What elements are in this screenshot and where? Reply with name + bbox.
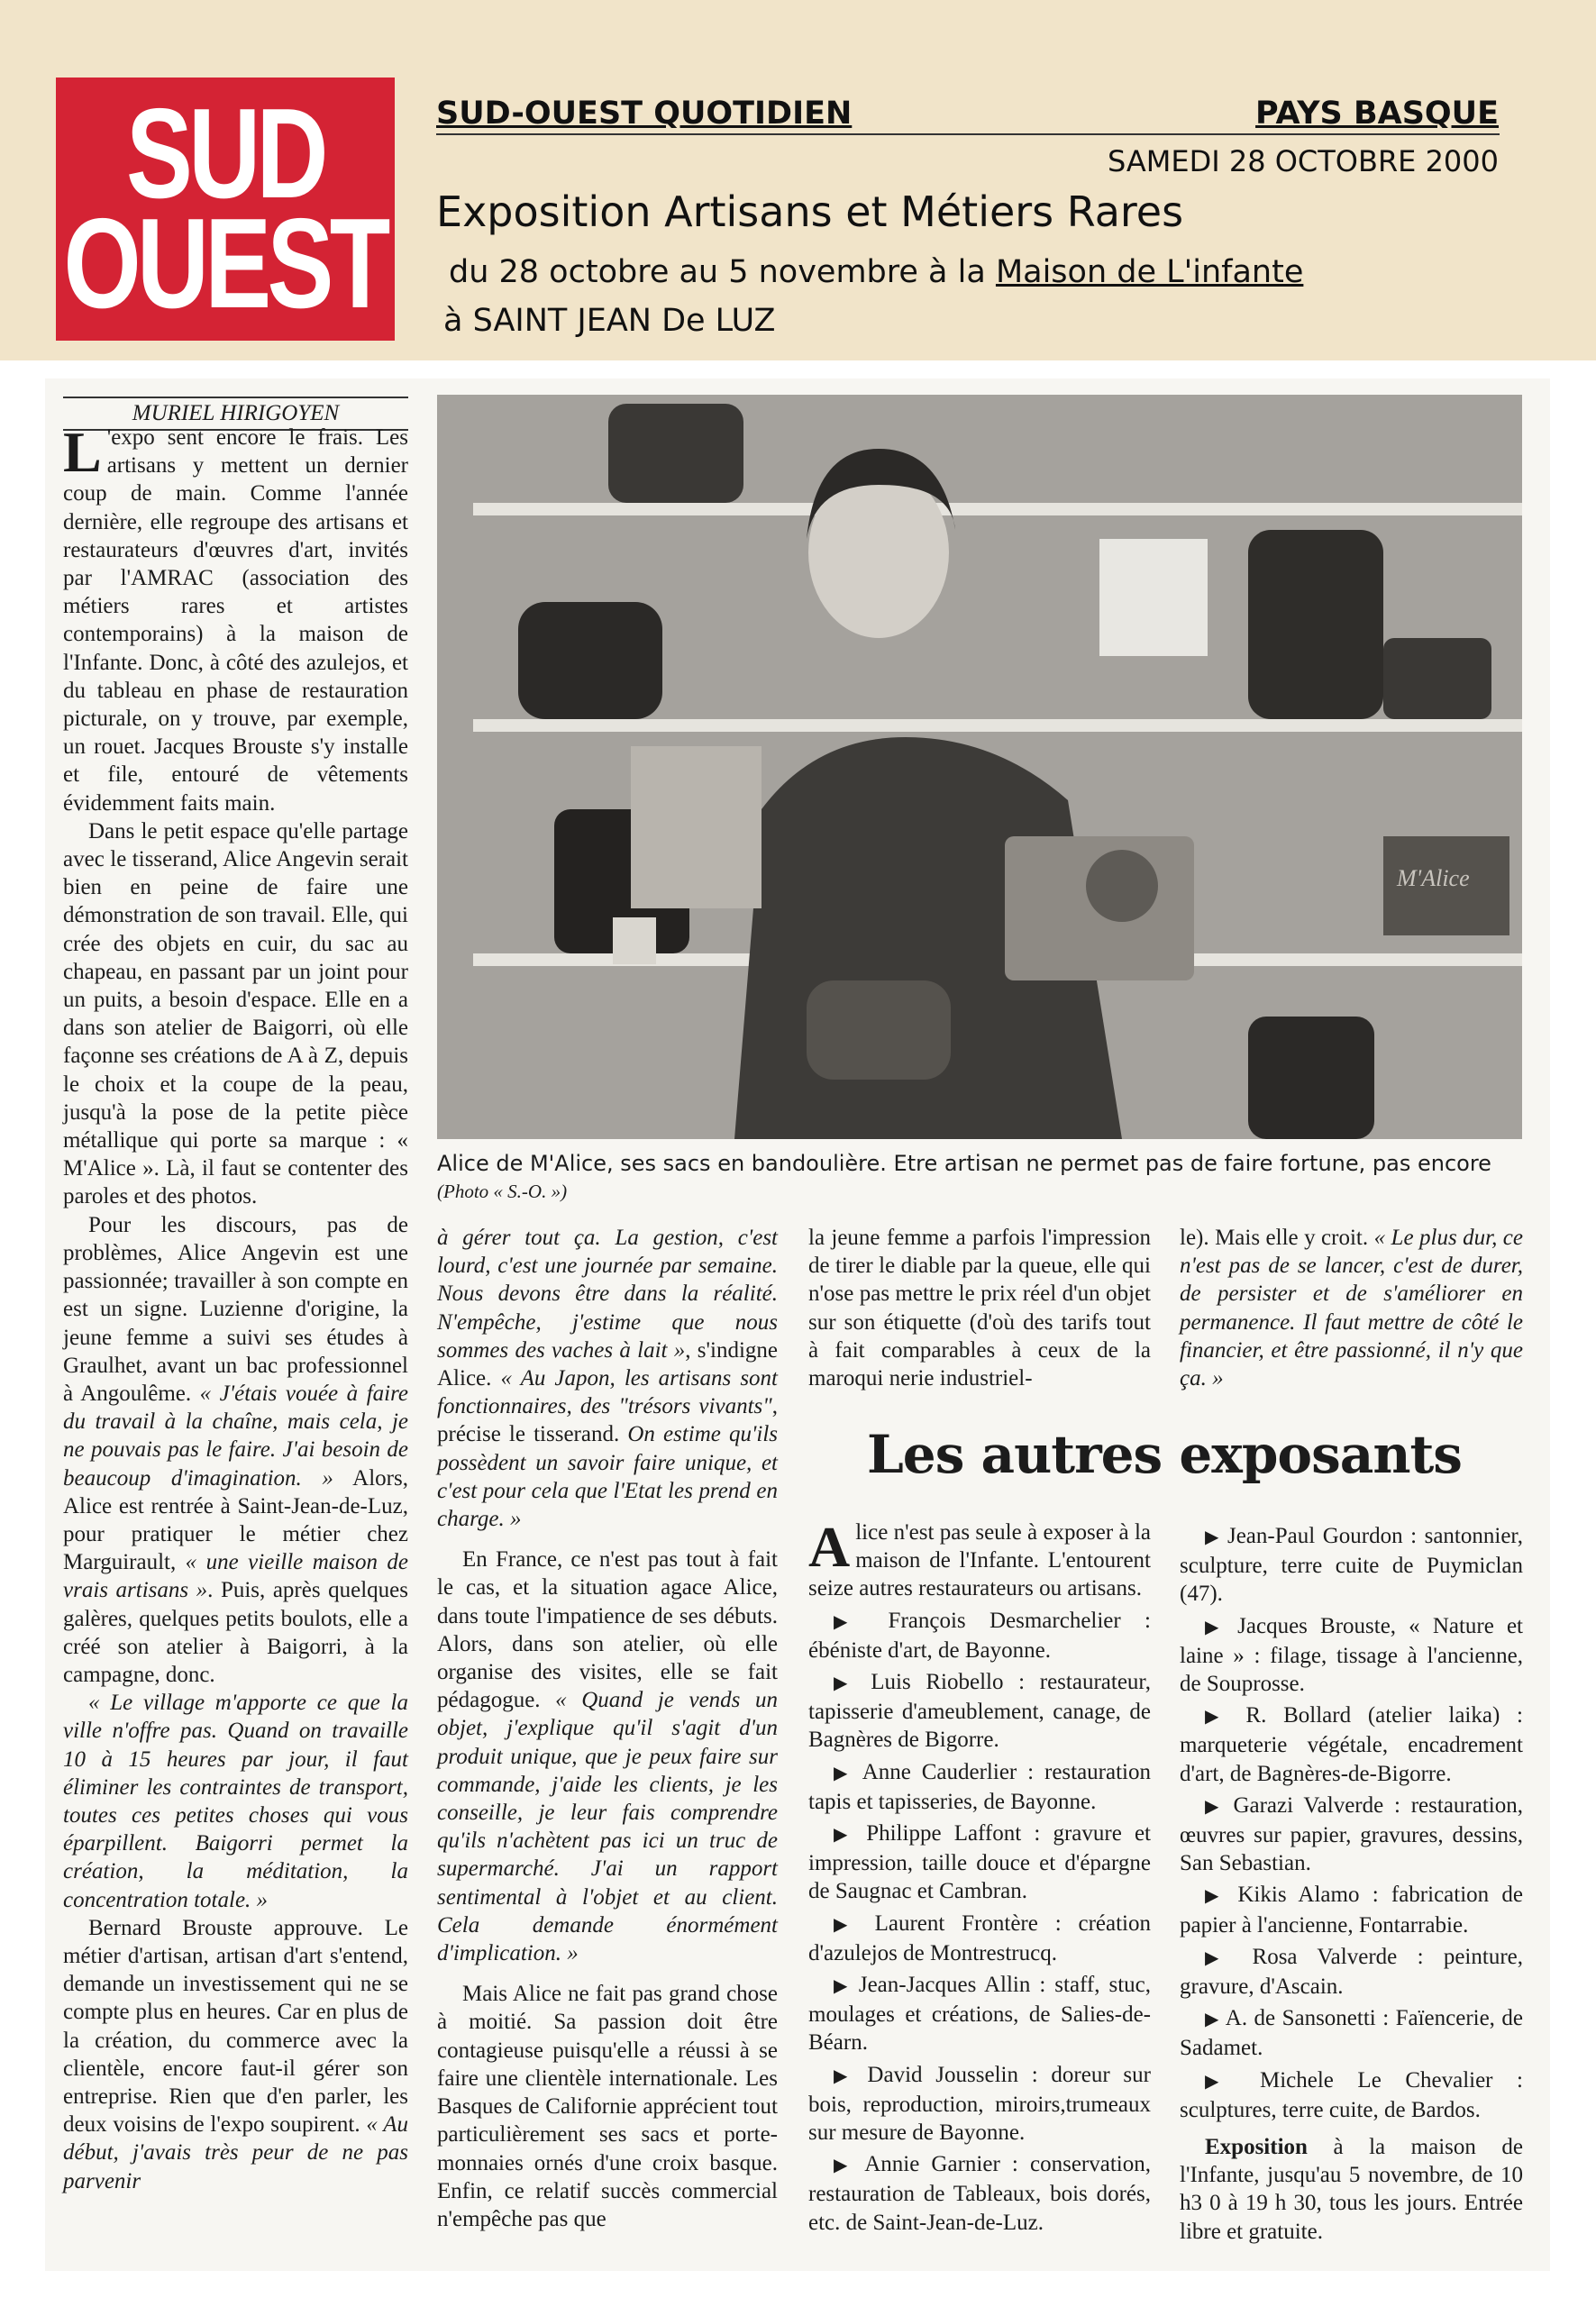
paragraph: le). Mais elle y croit. « Le plus dur, ce n'est pas de se lancer, c'est de durer, de persister et de s'améliorer en permanence. Il faut mettre de côté le financier, et être passionné, il n'y que ça. » — [1180, 1226, 1524, 1391]
region-label: PAYS BASQUE — [1255, 96, 1499, 132]
paragraph: L 'expo sent encore le frais. Les artisans y mettent un dernier coup de main. Comme l'année dernière, elle regroupe des artisans et restaurateurs d'œuvres d'art, invités par l'AMRAC (association des métiers rares et artistes contemporains) à la maison de l'Infante. Donc, à côté des azulejos, et du tableau en phase de restauration picturale, on y trouve, par exemple, un rouet. Jacques Brouste s'y installe et file, entouré de vêtements évidemment faits main. — [63, 420, 408, 816]
triangle-bullet-icon: ▶ — [834, 1673, 871, 1694]
exhibitor-item: ▶ Laurent Frontère : création d'azulejos de Montrestrucq. — [808, 1910, 1151, 1965]
exhibition-info: Exposition à la maison de l'Infante, jusqu'au 5 novembre, de 10 h3 0 à 19 h 30, tous les jours. Entrée libre et gratuite. — [1180, 2135, 1523, 2244]
paragraph: Bernard Brouste approuve. Le métier d'artisan, artisan d'art s'entend, demande un investissement qui ne se compte plus en heures. Car en plus de la création, du commerce avec la clientèle, encore faut-il gérer son entreprise. Rien que d'en parler, les deux voisins de l'expo soupirent. « Au début, j'avais très peur de ne pas parvenir — [63, 1915, 408, 2193]
triangle-bullet-icon: ▶ — [1205, 1527, 1227, 1547]
venue-name: Maison de L'infante — [995, 254, 1304, 290]
triangle-bullet-icon: ▶ — [1205, 1886, 1238, 1907]
exhibitors-list-left — [808, 1515, 1151, 2237]
exhibitor-item: ▶ François Desmarchelier : ébéniste d'art, de Bayonne. — [808, 1608, 1151, 1663]
paragraph: Dans le petit espace qu'elle partage avec le tisserand, Alice Angevin serait bien en peine de faire une démonstration de son travail. Elle, qui crée des objets en cuir, du sac au chapeau, en passant par un joint pour un puits, a besoin d'espace. Elle en a dans son atelier de Baigorri, où elle façonne ses créations de A à Z, depuis le choix et la coupe de la peau, jusqu'à la pose de la petite pièce métallique qui porte sa marque : « M'Alice ». Là, il faut se contenter des paroles et des photos. — [63, 818, 408, 1209]
triangle-bullet-icon: ▶ — [1205, 1707, 1246, 1728]
triangle-bullet-icon: ▶ — [1205, 1947, 1253, 1968]
exhibitor-item: ▶ Luis Riobello : restaurateur, tapisserie d'ameublement, canage, de Bagnères de Bigorre. — [808, 1670, 1151, 1753]
masthead: SUD-OUEST QUOTIDIEN — [436, 96, 853, 132]
exhibitor-item: ▶ Rosa Valverde : peinture, gravure, d'Ascain. — [1180, 1944, 1523, 2000]
photo-illustration — [437, 395, 1522, 1139]
triangle-bullet-icon: ▶ — [834, 1914, 875, 1935]
exhibitor-item: ▶ Jean-Paul Gourdon : santonnier, sculpture, terre cuite de Puymiclan (47). — [1180, 1524, 1523, 1607]
triangle-bullet-icon: ▶ — [834, 2065, 868, 2086]
triangle-bullet-icon: ▶ — [1205, 1796, 1234, 1817]
paragraph: Mais Alice ne fait pas grand chose à moitié. Sa passion doit être contagieuse puisqu'elle a réussi à se faire une clientèle internationale. Les Basques de Californie apprécient tout particulièrement ses sacs et porte-monnaies ornés d'une croix basque. Enfin, ce relatif succès commercial n'empêche pas que — [437, 1982, 778, 2231]
article-column-2 — [437, 1224, 778, 2233]
leather-bag — [1248, 1017, 1374, 1139]
article-photo — [437, 395, 1522, 1139]
logo-line-1: SUD — [126, 82, 324, 225]
brand-tag: M'Alice — [1397, 865, 1470, 891]
exhibitor-item: ▶ Garazi Valverde : restauration, œuvres sur papier, gravures, dessins, San Sebastian. — [1180, 1792, 1523, 1876]
article-column-4 — [1180, 1224, 1523, 1392]
photo-credit: (Photo « S.-O. ») — [437, 1181, 568, 1202]
triangle-bullet-icon: ▶ — [1205, 2071, 1260, 2092]
triangle-bullet-icon: ▶ — [1205, 2010, 1226, 2030]
logo-line-2: OUEST — [63, 192, 388, 335]
peacock-motif — [1086, 850, 1158, 922]
quote-paragraph: « Le village m'apporte ce que la ville n'offre pas. Quand on travaille 10 à 15 heures par jour, il faut éliminer les contraintes de transport, toutes ces petites choses qui vous éparpillent. Baigorri permet la création, la méditation, la concentration totale. » — [63, 1691, 408, 1912]
byline: MURIEL HIRIGOYEN — [63, 397, 408, 431]
exhibitor-item: ▶ Philippe Laffont : gravure et impression, taille douce et d'épargne de Saugnac et Cambran. — [808, 1821, 1151, 1904]
triangle-bullet-icon: ▶ — [834, 2156, 865, 2176]
sidebar-title: Les autres exposants — [867, 1424, 1462, 1485]
triangle-bullet-icon: ▶ — [834, 1611, 889, 1632]
shelf — [473, 503, 1522, 515]
newspaper-logo — [56, 78, 395, 341]
triangle-bullet-icon: ▶ — [834, 1825, 867, 1846]
exhibitors-list-right — [1180, 1518, 1523, 2246]
header-rule — [436, 133, 1500, 135]
article-column-1 — [63, 420, 408, 2195]
paragraph: Pour les discours, pas de problèmes, Alice Angevin est une passionnée; travailler à son compte en est un signe. Luzienne d'origine, la jeune femme a suivi ses études à Graulhet, avant un bac professionnel à Angoulême. « J'étais vouée à faire du travail à la chaîne, mais cela, je ne pouvais pas le faire. J'ai besoin de beaucoup d'imagination. » Alors, Alice est rentrée à Saint-Jean-de-Luz, pour pratiquer le métier chez Marguirault, « une vieille maison de vrais artisans ». Puis, après quelques galères, quelques petits boulots, elle a créé son atelier à Baigorri, à la campagne, donc. — [63, 1212, 408, 1687]
exhibitor-item: ▶ A. de Sansonetti : Faïencerie, de Sadamet. — [1180, 2006, 1523, 2061]
triangle-bullet-icon: ▶ — [834, 1976, 859, 1997]
paper-notice — [1099, 539, 1208, 656]
exhibitor-item: ▶ Annie Garnier : conservation, restauration de Tableaux, bois dorés, etc. de Saint-Jean-de-Luz. — [808, 2152, 1151, 2235]
exhibitor-item: ▶ Anne Cauderlier : restauration tapis et tapisseries, de Bayonne. — [808, 1759, 1151, 1814]
exhibition-dates — [449, 254, 1303, 290]
leather-bag — [1248, 530, 1383, 719]
shelf — [473, 719, 1522, 732]
price-tag — [613, 917, 656, 964]
shoulder-bag — [807, 980, 951, 1080]
sidebar-intro: Alice n'est pas seule à exposer à la maison de l'Infante. L'entourent seize autres restaurateurs ou artisans. — [808, 1515, 1151, 1601]
article-column-3 — [808, 1224, 1151, 1392]
photo-caption: Alice de M'Alice, ses sacs en bandoulière. Etre artisan ne permet pas de faire fortune, pas encore (Photo « S.-O. ») — [437, 1151, 1491, 1202]
exhibition-title: Exposition Artisans et Métiers Rares — [436, 187, 1184, 236]
exhibitor-item: ▶ Michele Le Chevalier : sculptures, terre cuite, de Bardos. — [1180, 2067, 1523, 2122]
drop-cap: A — [808, 1515, 851, 1579]
leather-pouch — [631, 746, 762, 908]
exhibitor-item: ▶ Kikis Alamo : fabrication de papier à l'ancienne, Fontarrabie. — [1180, 1883, 1523, 1938]
triangle-bullet-icon: ▶ — [1205, 1617, 1238, 1637]
exhibitor-item: ▶ Jean-Jacques Allin : staff, stuc, moulages et créations, de Salies-de-Béarn. — [808, 1973, 1151, 2056]
triangle-bullet-icon: ▶ — [834, 1763, 862, 1783]
exhibitor-item: ▶ David Jousselin : doreur sur bois, reproduction, miroirs,trumeaux sur mesure de Bayonne. — [808, 2062, 1151, 2146]
exhibitor-item: ▶ R. Bollard (atelier laika) : marqueterie végétale, encadrement d'art, de Bagnères-de-Bigorre. — [1180, 1703, 1523, 1786]
paragraph: à gérer tout ça. La gestion, c'est lourd, c'est une journée par semaine. Nous devons être dans la réalité. N'empêche, j'estime que nous sommes des vaches à lait », s'indigne Alice. « Au Japon, les artisans sont fonctionnaires, des "trésors vivants", précise le tisserand. On estime qu'ils possèdent un savoir faire unique, et c'est pour cela que l'Etat les prend en charge. » — [437, 1226, 778, 1532]
exhibitor-item: ▶ Jacques Brouste, « Nature et laine » : filage, tissage à l'ancienne, de Souprosse. — [1180, 1613, 1524, 1697]
dates-prefix: du 28 octobre au 5 novembre à la — [449, 254, 996, 290]
leather-bag — [518, 602, 662, 719]
exhibition-label: Exposition — [1205, 2135, 1308, 2160]
drop-cap: L — [63, 420, 102, 484]
paragraph: En France, ce n'est pas tout à fait le cas, et la situation agace Alice, dans toute l'impatience de ses débuts. Alors, dans son atelier, où elle organise des visites, elle se fait pédagogue. « Quand je vends un objet, j'explique qu'il s'agit d'un produit unique, que je peux faire sur commande, j'aide les clients, je les conseille, je leur fais comprendre qu'ils n'achètent pas ici un truc de supermarché. J'ai un rapport sentimental à l'objet et au client. Cela demande énormément d'implication. » — [437, 1547, 778, 1966]
leather-bag — [1383, 638, 1491, 719]
publication-date: SAMEDI 28 OCTOBRE 2000 — [1107, 144, 1499, 178]
exhibition-place: à SAINT JEAN De LUZ — [443, 303, 776, 339]
leather-bag — [608, 404, 743, 503]
paragraph: la jeune femme a parfois l'impression de tirer le diable par la queue, elle qui n'ose pas mettre le prix réel d'un objet sur son étiquette (d'où des tarifs tout à fait comparables à ceux de la maroqui nerie industriel- — [808, 1226, 1151, 1391]
